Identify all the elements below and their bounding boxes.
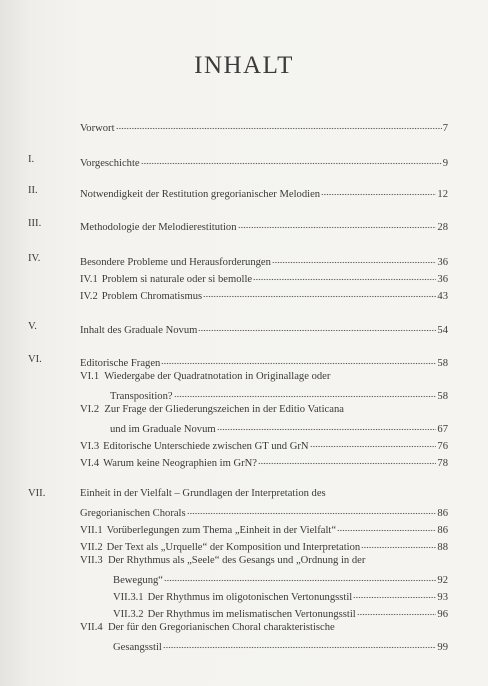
toc-page-number: 76 [437,441,448,452]
toc-entry-section-4-1 [80,269,448,286]
toc-page-number: 92 [437,575,448,586]
toc-page-number: 7 [442,123,448,134]
toc-entry-section-6-4 [80,453,448,470]
leader-dots [116,118,442,131]
leader-dots [310,436,437,449]
toc-label: Der Rhythmus als „Seele“ des Gesangs und „Ordnung in der [107,555,366,566]
toc-page-number: 36 [437,257,448,268]
section-number: VII.3.1 [113,592,144,603]
toc-label: Einheit in der Vielfalt – Grundlagen der Interpretation des [80,488,326,499]
leader-dots [353,587,436,600]
toc-page-number: 12 [437,189,448,200]
chapter-number: III. [28,218,42,229]
toc-entry-chapter-6 [80,353,448,370]
leader-dots [357,604,437,617]
toc-page-number: 99 [437,642,448,653]
leader-dots [163,637,437,650]
toc-entry-section-7-3-cont [113,570,448,587]
toc-page-number: 9 [442,158,448,169]
toc-page-number: 28 [437,222,448,233]
toc-label: Notwendigkeit der Restitution gregorianischer Melodien [80,189,321,200]
toc-page-number: 67 [437,424,448,435]
toc-entry-section-7-1 [80,520,448,537]
toc-label: Der Rhythmus im melismatischen Vertonungsstil [147,609,356,620]
leader-dots [203,286,436,299]
leader-dots [361,537,436,550]
leader-dots [272,252,436,265]
toc-label: Vorwort [80,123,115,134]
toc-label: Der für den Gregorianischen Choral charakteristische [107,622,335,633]
toc-page-number: 43 [437,291,448,302]
leader-dots [161,353,436,366]
toc-label: Inhalt des Graduale Novum [80,325,198,336]
toc-page-number: 88 [437,542,448,553]
leader-dots [164,570,436,583]
toc-page-number: 93 [437,592,448,603]
toc-label: Der Rhythmus im oligotonischen Vertonungsstil [147,592,353,603]
toc-label-continued: Transposition? [110,391,173,402]
toc-entry-chapter-5 [80,320,448,337]
page-title: INHALT [194,52,294,79]
toc-entry-section-6-3 [80,436,448,453]
toc-label: Editorische Unterschiede zwischen GT und GrN [103,441,309,452]
leader-dots [174,386,437,399]
chapter-number: II. [28,185,38,196]
leader-dots [217,419,437,432]
section-number: VII.4 [80,622,103,633]
leader-dots [198,320,436,333]
section-number: VI.1 [80,371,100,382]
section-number: VII.3 [80,555,103,566]
section-number: VII.1 [80,525,103,536]
toc-entry-chapter-3 [80,217,448,234]
toc-label: Problem si naturale oder si bemolle [101,274,253,285]
toc-entry-section-6-1-cont [110,386,448,403]
toc-entry-section-7-4-cont [113,637,448,654]
toc-entry-section-6-2-cont [110,419,448,436]
toc-page-number: 96 [437,609,448,620]
toc-entry-chapter-7 [80,487,326,500]
toc-label-continued: Gesangsstil [113,642,162,653]
toc-label: Vorgeschichte [80,158,140,169]
toc-entry-section-6-2 [80,403,344,416]
toc-entry-section-7-2 [80,537,448,554]
leader-dots [258,453,436,466]
toc-entry-chapter-1 [80,153,448,170]
toc-label: Methodologie der Melodierestitution [80,222,237,233]
toc-label: Warum keine Neographien im GrN? [103,458,258,469]
toc-entry-section-7-3-1 [113,587,448,604]
chapter-number: VII. [28,488,46,499]
toc-entry-section-7-4 [80,621,335,634]
chapter-number: IV. [28,253,41,264]
toc-entry-section-7-3 [80,554,365,567]
leader-dots [337,520,436,533]
toc-entry-section-7-3-2 [113,604,448,621]
section-number: IV.1 [80,274,98,285]
toc-page-number: 78 [437,458,448,469]
toc-entry-section-4-2 [80,286,448,303]
toc-label-continued: und im Graduale Novum [110,424,216,435]
toc-label: Wiedergabe der Quadratnotation in Originallage oder [104,371,331,382]
toc-label: Der Text als „Urquelle“ der Komposition und Interpretation [106,542,361,553]
leader-dots [187,503,437,516]
toc-entry-chapter-7-cont [80,503,448,520]
leader-dots [321,184,436,197]
leader-dots [253,269,436,282]
leader-dots [141,153,442,166]
section-number: VI.4 [80,458,100,469]
toc-entry-section-6-1 [80,370,330,383]
toc-label-continued: Gregorianischen Chorals [80,508,186,519]
toc-label: Vorüberlegungen zum Thema „Einheit in der Vielfalt“ [106,525,337,536]
toc-label: Zur Frage der Gliederungszeichen in der Editio Vaticana [104,404,344,415]
toc-page-number: 54 [437,325,448,336]
toc-entry-chapter-2 [80,184,448,201]
toc-page-number: 86 [437,525,448,536]
toc-label: Problem Chromatismus [101,291,203,302]
chapter-number: V. [28,321,37,332]
section-number: IV.2 [80,291,98,302]
section-number: VI.2 [80,404,100,415]
toc-page-number: 58 [437,391,448,402]
toc-label-continued: Bewegung“ [113,575,164,586]
toc-entry-chapter-4 [80,252,448,269]
chapter-number: VI. [28,354,42,365]
toc-label: Editorische Fragen [80,358,161,369]
section-number: VII.2 [80,542,103,553]
toc-entry-vorwort [80,118,448,135]
leader-dots [238,217,437,230]
toc-label: Besondere Probleme und Herausforderungen [80,257,271,268]
toc-page-number: 58 [437,358,448,369]
toc-page-number: 86 [437,508,448,519]
toc-page-number: 36 [437,274,448,285]
chapter-number: I. [28,154,35,165]
section-number: VI.3 [80,441,100,452]
section-number: VII.3.2 [113,609,144,620]
